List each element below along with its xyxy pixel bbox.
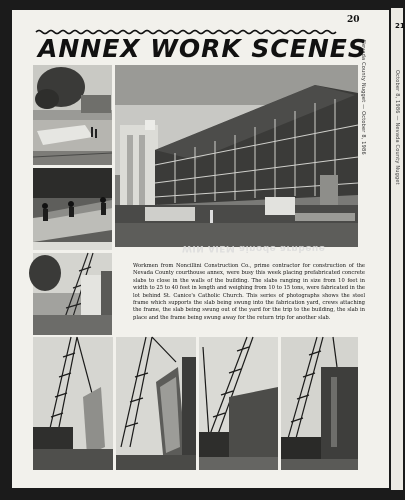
page-headline: ANNEX WORK SCENES: [38, 34, 367, 63]
photo-crew-attaching-frame: [33, 168, 112, 250]
photo-fabrication-yard-1: [33, 65, 112, 165]
photo-slab-in-place: [281, 337, 358, 470]
photo-slab-swing-3: [199, 337, 278, 470]
photo-crane-yard: [33, 253, 112, 335]
photo-caption: Workmen from Noncillini Construction Co., prime contractor for construction of the Nevada County courthouse annex, were busy this week placing prefabricated concrete slabs to close in the walls of the building. The slabs ranging in size from 10 feet in width to 25 to 40 feet in length and weighing from 10 to 15 tons, were fabricated in the lot behind St. Canice's Catholic Church. This series of photographs shows the steel frame which supports the slab being swung into the fabrication yard, crews attaching the frame, the slab being swung out of the yard for the trip to the building, the slab in place and the frame being swung away for the return trip for another slab.: [133, 263, 365, 321]
bleed-through-text: WIN AIEM ainode arnbeue: [182, 243, 326, 253]
adjacent-running-head: October 8, 1986 — Nevada County Nugget: [394, 70, 400, 185]
photo-slab-swing-1: [33, 337, 113, 470]
photo-courthouse-annex: [115, 65, 358, 247]
adjacent-page-number: 21: [395, 22, 405, 30]
running-head: Nevada County Nugget — October 8, 1986: [360, 40, 366, 155]
page-number: 20: [347, 15, 360, 25]
photo-slab-swing-2: [116, 337, 196, 470]
